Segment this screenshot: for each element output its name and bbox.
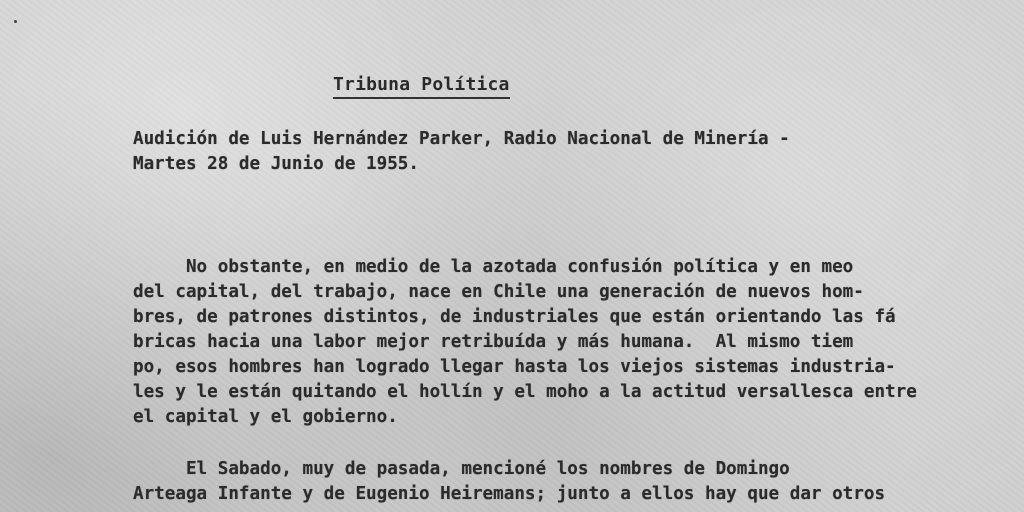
paragraph1-line-6: les y le están quitando el hollín y el moho a la actitud versallesca entre bbox=[133, 382, 917, 402]
document-title: Tribuna Política bbox=[333, 74, 510, 99]
paragraph1-line-4: bricas hacia una labor mejor retribuída y más humana. Al mismo tiem bbox=[133, 332, 854, 352]
paragraph1-line-7: el capital y el gobierno. bbox=[133, 407, 398, 427]
paper-speck bbox=[14, 20, 17, 23]
paragraph2-line-1: El Sabado, muy de pasada, mencioné los nombres de Domingo bbox=[133, 459, 790, 479]
paragraph1-line-1: No obstante, en medio de la azotada confusión política y en meo bbox=[133, 257, 854, 277]
header-line-1: Audición de Luis Hernández Parker, Radio Nacional de Minería - bbox=[133, 129, 790, 149]
paragraph1-line-5: po, esos hombres han logrado llegar hasta los viejos sistemas industria- bbox=[133, 357, 896, 377]
paragraph1-line-3: bres, de patrones distintos, de industriales que están orientando las fá bbox=[133, 307, 896, 327]
header-line-2: Martes 28 de Junio de 1955. bbox=[133, 154, 419, 174]
paragraph2-line-2: Arteaga Infante y de Eugenio Heiremans; junto a ellos hay que dar otros bbox=[133, 484, 886, 504]
paragraph1-line-2: del capital, del trabajo, nace en Chile una generación de nuevos hom- bbox=[133, 282, 864, 302]
